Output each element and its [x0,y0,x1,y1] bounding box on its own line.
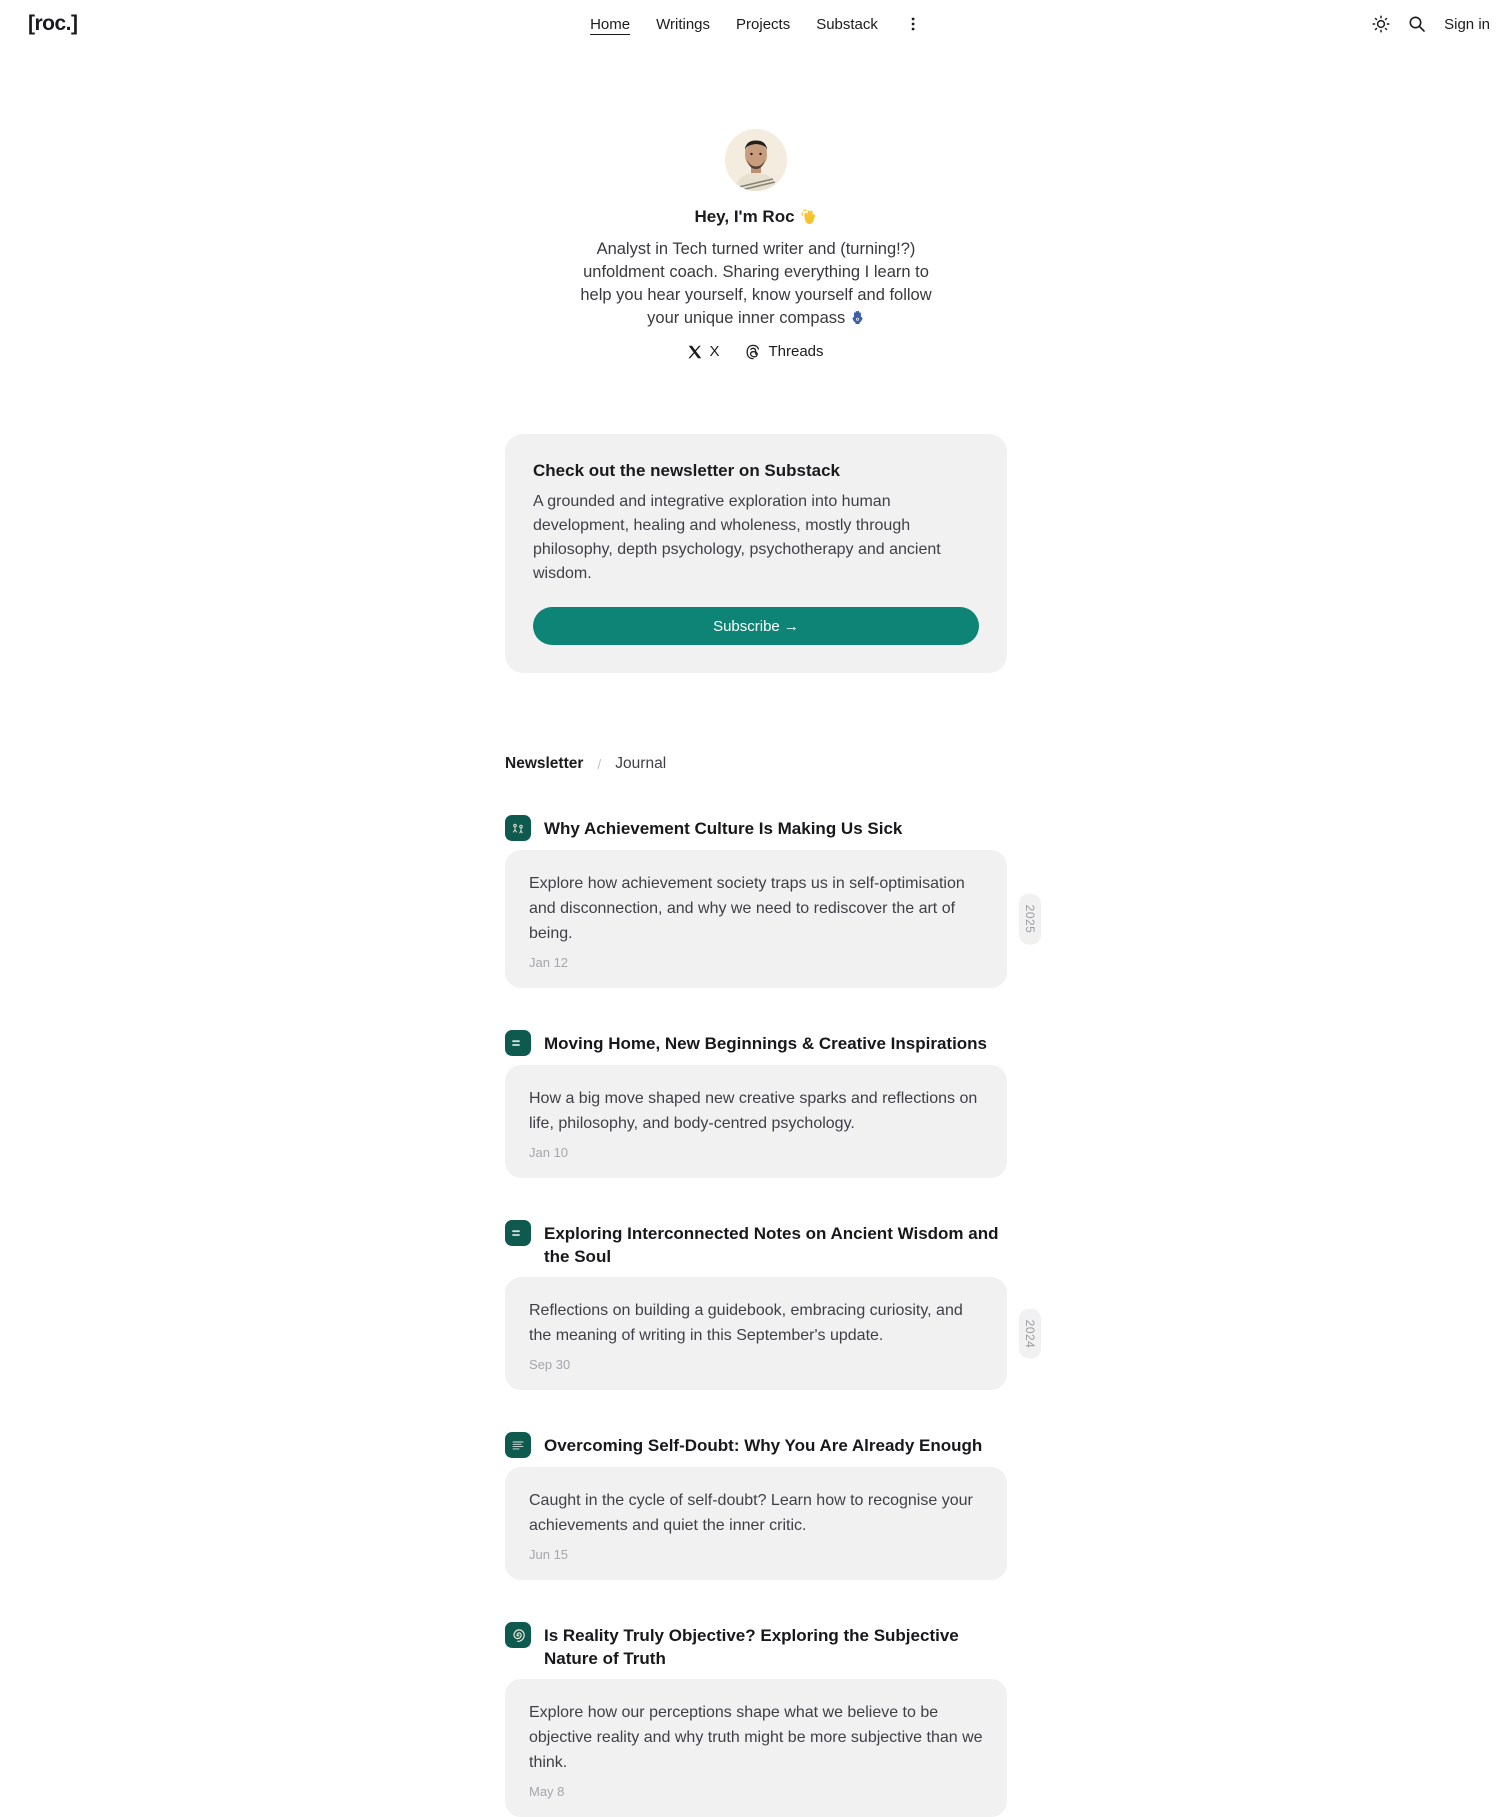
post-title: Why Achievement Culture Is Making Us Sick [544,819,903,838]
profile-bio [570,238,942,330]
tab-newsletter[interactable]: Newsletter [505,755,584,772]
post-item [505,1032,1007,1178]
threads-logo-icon [745,344,761,360]
social-link-x[interactable] [688,343,719,360]
post-item [505,1222,1037,1390]
post-cover-spiral-icon [505,1622,531,1648]
post-date: Jun 15 [529,1547,569,1562]
sign-in-link[interactable]: Sign in [1444,15,1490,33]
nav-item-substack[interactable]: Substack [816,15,878,33]
main-nav [590,0,922,48]
post-item [505,1434,1007,1580]
post-cover-figures-icon [505,815,531,841]
post-card[interactable] [505,1467,1007,1580]
post-title: Exploring Interconnected Notes on Ancient Wisdom and the Soul [544,1224,999,1266]
newsletter-description: A grounded and integrative exploration into human development, healing and wholeness, mostly through philosophy, depth psychology, psychotherapy and ancient wisdom. [533,493,941,582]
post-description: How a big move shaped new creative sparks and reflections on life, philosophy, and body-centred psychology. [529,1090,978,1132]
post-date: Jan 10 [529,1145,569,1160]
post-cover-dashes-icon [505,1030,531,1056]
post-cover-dashes-icon [505,1220,531,1246]
post-link[interactable] [505,1434,1007,1458]
x-logo-icon [688,345,702,359]
header-actions [1372,15,1490,33]
post-link[interactable] [505,1624,1007,1670]
post-item [505,1624,1007,1817]
post-title: Moving Home, New Beginnings & Creative Inspirations [544,1034,988,1053]
profile-section [0,129,1512,360]
timeline-year-badge: 2025 [1019,894,1041,945]
kebab-menu-icon[interactable] [904,14,922,34]
social-label: X [709,343,720,360]
post-link[interactable] [505,1222,1007,1268]
post-description: Reflections on building a guidebook, embracing curiosity, and the meaning of writing in this September's update. [529,1302,963,1344]
waving-hand-emoji-icon [801,209,818,226]
theme-toggle-sun-icon[interactable] [1372,15,1390,33]
nav-item-projects[interactable]: Projects [736,15,791,33]
post-card[interactable] [505,1679,1007,1817]
post-date: Sep 30 [529,1357,571,1372]
greeting-text: Hey, I'm Roc [694,207,795,226]
post-card[interactable] [505,1277,1037,1390]
post-description: Explore how achievement society traps us in self-optimisation and disconnection, and why we need to rediscover the art of being. [529,875,965,942]
tab-separator: / [597,756,602,772]
profile-greeting [0,207,1512,227]
post-cover-text-lines-icon [505,1432,531,1458]
social-link-threads[interactable] [745,343,823,360]
post-description: Caught in the cycle of self-doubt? Learn how to recognise your achievements and quiet the inner critic. [529,1492,973,1534]
post-item [505,817,1037,988]
timeline-year-badge: 2024 [1019,1308,1041,1359]
post-link[interactable] [505,817,1007,841]
subscribe-button[interactable]: Subscribe → [533,607,979,645]
bio-text: Analyst in Tech turned writer and (turning!?) unfoldment coach. Sharing everything I learn to help you hear yourself, know yourself and follow your unique inner compass [580,240,932,327]
post-title: Is Reality Truly Objective? Exploring the Subjective Nature of Truth [544,1626,959,1668]
post-date: Jan 12 [529,955,569,970]
social-links [0,343,1512,360]
avatar [725,129,787,191]
post-link[interactable] [505,1032,1007,1056]
nav-item-home[interactable]: Home [590,15,631,33]
site-logo[interactable]: [roc.] [28,12,78,35]
tab-journal[interactable]: Journal [615,755,667,772]
nav-item-writings[interactable]: Writings [656,15,711,33]
newsletter-card [505,434,1007,673]
search-icon[interactable] [1408,15,1426,33]
feed-tabs [505,755,1007,773]
social-label: Threads [768,343,824,360]
post-description: Explore how our perceptions shape what we believe to be objective reality and why truth might be more subjective than we think. [529,1704,983,1771]
post-title: Overcoming Self-Doubt: Why You Are Already Enough [544,1436,983,1455]
post-card[interactable] [505,1065,1007,1178]
post-card[interactable] [505,850,1037,988]
top-navigation-bar [0,0,1512,48]
newsletter-title: Check out the newsletter on Substack [533,461,841,480]
post-date: May 8 [529,1784,565,1799]
hamsa-hand-emoji-icon [850,310,865,325]
